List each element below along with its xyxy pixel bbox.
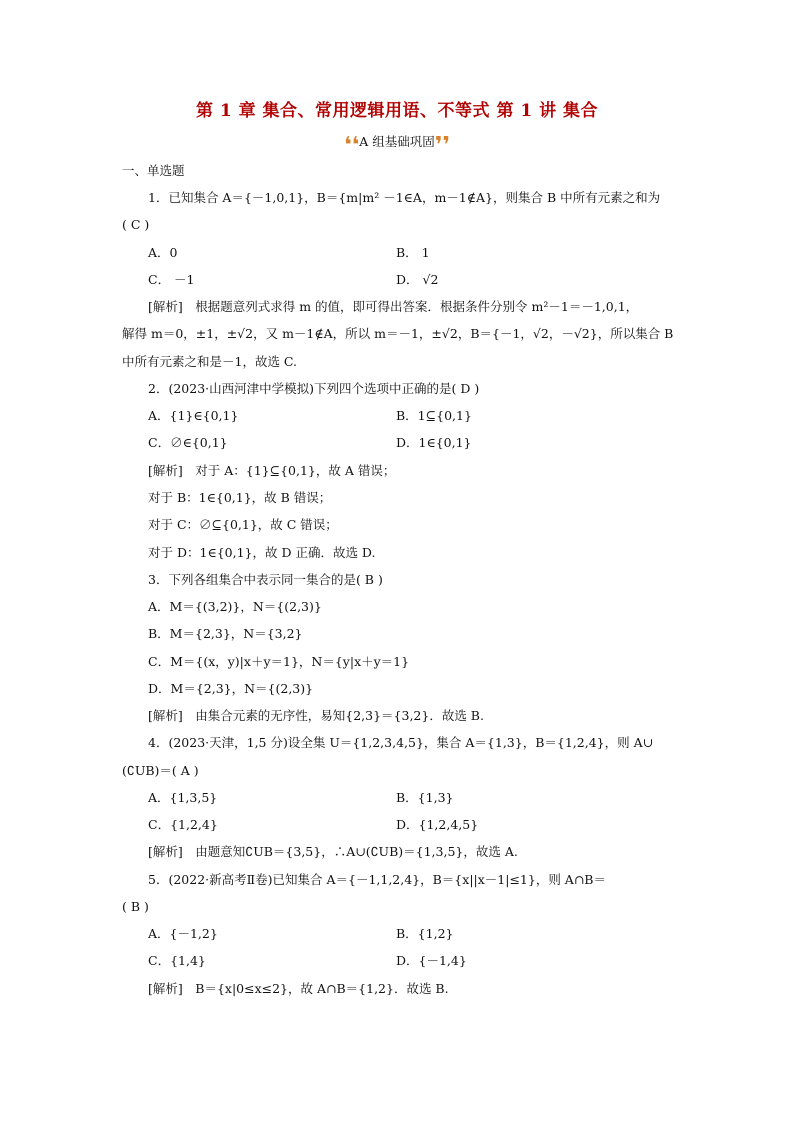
left-quote-icon: ❛❛: [343, 133, 360, 158]
q1-option-b: B． 1: [396, 245, 430, 260]
q4-option-c: C．{1,2,4}: [148, 817, 218, 832]
section-banner: [0, 132, 794, 158]
q3-analysis-line-1: [解析] 由集合元素的无序性，易知{2,3}＝{3,2}．故选 B.: [148, 708, 484, 723]
q4-option-d: D．{1,2,4,5}: [396, 817, 479, 832]
q2-option-d: D．1∈{0,1}: [396, 435, 472, 450]
banner-label: A 组基础巩固: [359, 134, 435, 149]
page-title: 第 1 章 集合、常用逻辑用语、不等式 第 1 讲 集合: [195, 101, 599, 121]
q1-analysis-line-3: 中所有元素之和是－1，故选 C.: [122, 354, 298, 369]
q4-option-a: A．{1,3,5}: [148, 790, 218, 805]
q3-option-a: A．M＝{(3,2)}，N＝{(2,3)}: [148, 599, 322, 614]
q5-option-d: D．{－1,4}: [396, 953, 467, 968]
q3-option-c: C．M＝{(x，y)|x＋y＝1}，N＝{y|x＋y＝1}: [148, 654, 410, 669]
q1-stem: 1．已知集合 A＝{－1,0,1}，B＝{m|m² －1∈A，m－1∉A}，则集合 B 中所有元素之和为: [148, 190, 661, 205]
q2-option-c: C．∅∈{0,1}: [148, 435, 228, 450]
q2-analysis-line-2: 对于 B：1∈{0,1}，故 B 错误；: [148, 490, 332, 505]
q2-stem: 2．(2023·山西河津中学模拟)下列四个选项中正确的是( D ): [148, 381, 480, 396]
q3-stem: 3．下列各组集合中表示同一集合的是( B ): [148, 572, 383, 587]
q5-option-b: B．{1,2}: [396, 926, 454, 941]
q2-option-a: A．{1}∈{0,1}: [148, 408, 239, 423]
q4-stem: 4．(2023·天津，1,5 分)设全集 U＝{1,2,3,4,5}，集合 A＝{1,3}，B＝{1,2,4}，则 A∪: [148, 735, 654, 750]
q3-option-d: D．M＝{2,3}，N＝{(2,3)}: [148, 681, 314, 696]
right-quote-icon: ❜❜: [434, 133, 451, 158]
q2-option-b: B．1⊆{0,1}: [396, 408, 472, 423]
q2-analysis-line-1: [解析] 对于 A：{1}⊆{0,1}，故 A 错误；: [148, 463, 396, 478]
q4-answer: (∁UB)＝( A ): [122, 763, 199, 778]
q5-stem: 5．(2022·新高考Ⅱ卷)已知集合 A＝{－1,1,2,4}，B＝{x||x－1|≤1}，则 A∩B＝: [148, 872, 606, 887]
q1-answer: ( C ): [122, 217, 150, 232]
q1-analysis-line-2: 解得 m＝0，±1，±√2，又 m－1∉A，所以 m＝－1，±√2，B＝{－1，√2，－√2}，所以集合 B: [122, 326, 674, 341]
q1-analysis-line-1: [解析] 根据题意列式求得 m 的值，即可得出答案．根据条件分别令 m²－1＝－1,0,1，: [148, 299, 639, 314]
q1-option-d: D． √2: [396, 272, 439, 287]
q4-option-b: B．{1,3}: [396, 790, 454, 805]
q3-option-b: B．M＝{2,3}，N＝{3,2}: [148, 626, 303, 641]
q5-answer: ( B ): [122, 899, 149, 914]
q1-option-c: C． －1: [148, 272, 195, 287]
q1-option-a: A．0: [148, 245, 178, 260]
q4-analysis-line-1: [解析] 由题意知∁UB＝{3,5}，∴A∪(∁UB)＝{1,3,5}，故选 A.: [148, 844, 518, 859]
q5-option-a: A．{－1,2}: [148, 926, 218, 941]
q5-option-c: C．{1,4}: [148, 953, 206, 968]
q2-analysis-line-3: 对于 C：∅⊆{0,1}，故 C 错误；: [148, 517, 338, 532]
q2-analysis-line-4: 对于 D：1∈{0,1}，故 D 正确．故选 D.: [148, 545, 376, 560]
q5-analysis-line-1: [解析] B＝{x|0≤x≤2}，故 A∩B＝{1,2}．故选 B.: [148, 981, 449, 996]
section-heading: 一、单选题: [122, 163, 185, 178]
